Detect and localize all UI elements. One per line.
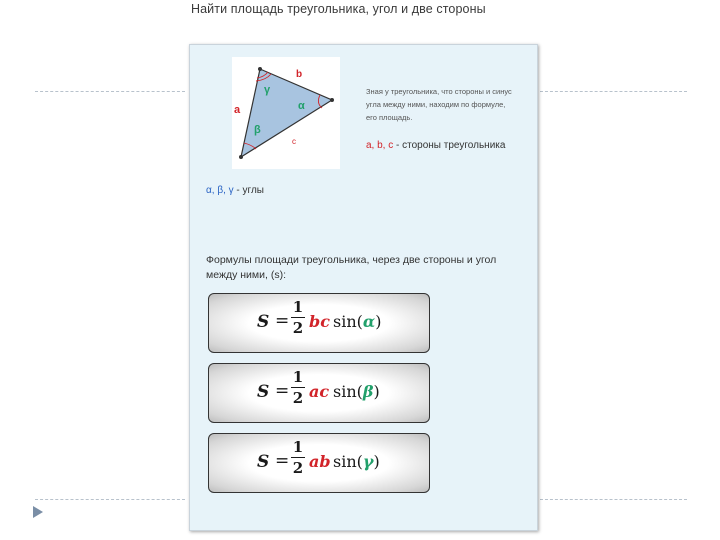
formula-fn: sin( [333,452,363,471]
formula-sin [333,312,381,331]
label-beta: β [254,124,261,136]
formula-lhs: S [257,312,270,332]
fraction-denominator: 2 [292,389,304,407]
formula-sides: ab [309,452,331,471]
angles-text: - углы [233,185,264,196]
fraction-numerator: 1 [292,368,304,386]
fraction-denominator: 2 [292,319,304,337]
fraction-bar [291,457,305,458]
formula-box-beta [208,363,430,423]
formula-fn: sin( [333,312,363,331]
triangle-shape [241,69,332,157]
fraction-numerator: 1 [292,298,304,316]
fraction-bar [291,387,305,388]
page-title: Найти площадь треугольника, угол и две стороны [191,2,486,16]
divider-bottom-left [35,499,185,500]
formula-angle: α [362,312,376,331]
vertex-top [258,67,262,71]
vertex-bottom [239,155,243,159]
label-c: c [292,137,296,146]
sides-note [366,137,516,154]
divider-bottom-right [540,499,687,500]
label-gamma: γ [264,84,271,96]
formula-sin [333,452,380,471]
formula-fraction [291,368,305,407]
fraction-bar [291,317,305,318]
formula-fn: sin( [333,382,363,401]
sides-text: - стороны треугольника [393,140,506,151]
fraction-numerator: 1 [292,438,304,456]
formula-angle: β [362,382,374,401]
formula-lhs: S [257,452,270,472]
formula-sides: bc [309,312,330,331]
label-b: b [296,69,303,80]
formula-eq: = [275,451,290,471]
formula-sides: ac [309,382,330,401]
formula-close: ) [375,312,382,331]
formula-angle: γ [362,452,374,471]
label-a: a [234,104,241,116]
slide-bullet-arrow-icon [33,506,43,518]
formula-heading: Формулы площади треугольника, через две стороны и угол между ними, (s): [206,254,497,281]
vertex-right [330,98,334,102]
divider-top-right [540,91,687,92]
formula-sin [333,382,380,401]
formula-eq: = [275,381,290,401]
divider-top-left [35,91,185,92]
sides-vars: a, b, c [366,140,394,151]
description-text: Зная у треугольника, что стороны и синус угла между ними, находим по формуле, его площадь. [366,87,512,122]
angles-vars: α, β, γ [206,185,234,196]
fraction-denominator: 2 [292,459,304,477]
formula-lhs: S [257,382,270,402]
formula-fraction [291,298,305,337]
formula-close: ) [373,452,380,471]
formula-box-gamma [208,433,430,493]
label-alpha: α [298,100,305,112]
formula-close: ) [373,382,380,401]
angles-note [206,185,264,196]
triangle-diagram [232,57,340,169]
formula-eq: = [275,311,290,331]
formula-fraction [291,438,305,477]
triangle-figure [232,57,340,169]
formula-box-alpha [208,293,430,353]
